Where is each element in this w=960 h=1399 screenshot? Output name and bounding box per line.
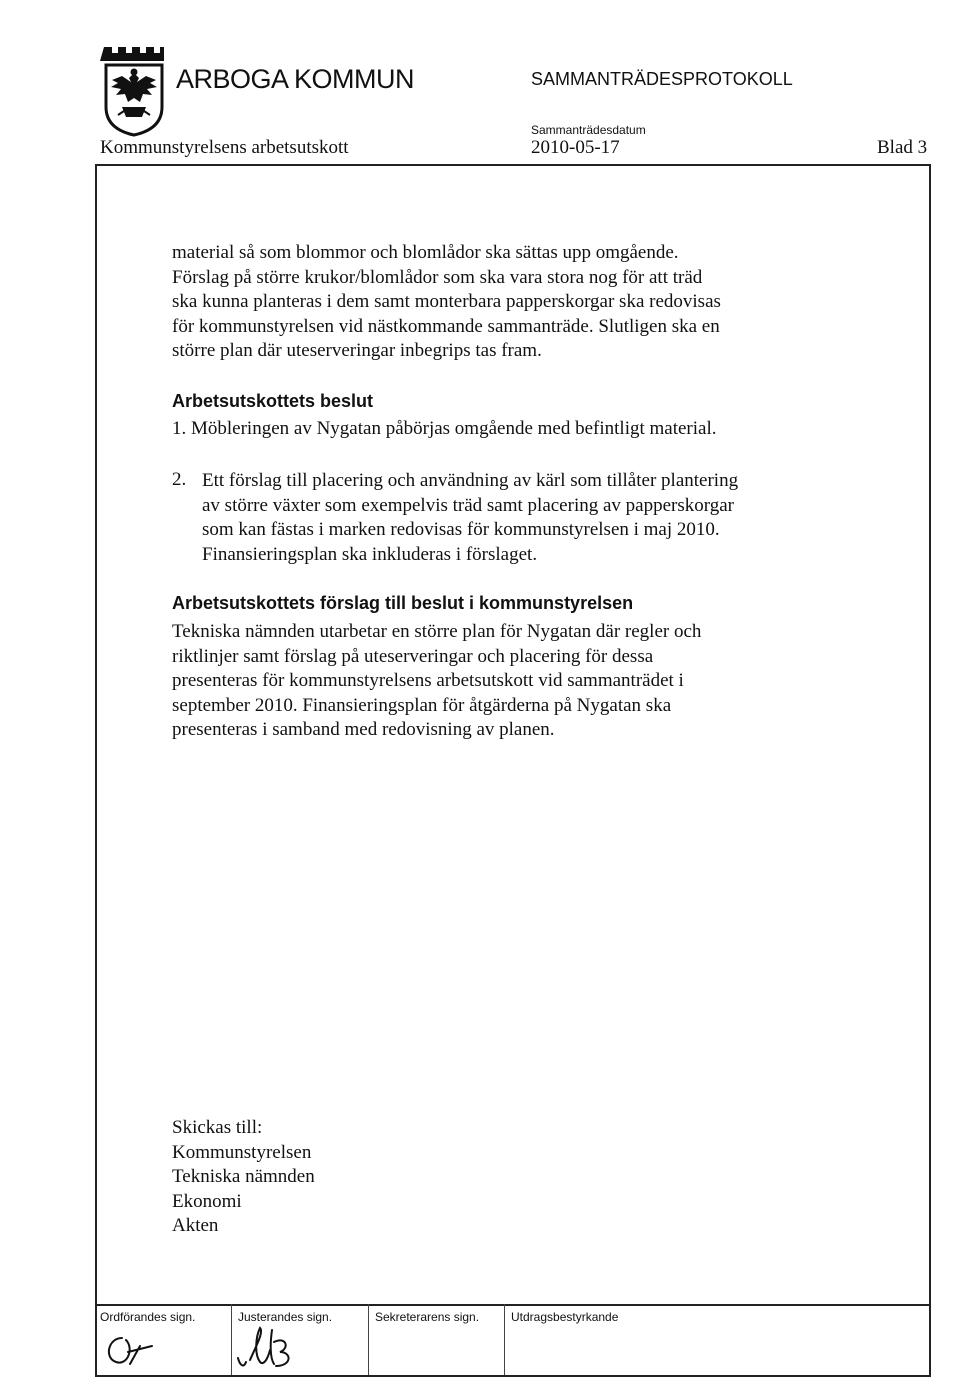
committee-name: Kommunstyrelsens arbetsutskott (100, 137, 349, 158)
secretary-signature-label: Sekreterarens sign. (375, 1310, 480, 1324)
meeting-date: 2010-05-17 (531, 137, 620, 158)
meeting-date-label: Sammanträdesdatum (531, 123, 646, 137)
distribution-list (172, 1116, 315, 1239)
text-line: större plan där uteserveringar inbegrips tas fram. (172, 340, 542, 361)
document-type: SAMMANTRÄDESPROTOKOLL (531, 69, 793, 89)
distribution-heading: Skickas till: (172, 1117, 263, 1138)
decision-heading: Arbetsutskottets beslut (172, 391, 374, 411)
frame-left-border (95, 164, 97, 1377)
decision-item-2 (202, 469, 738, 567)
text-line: Finansieringsplan ska inkluderas i förslaget. (202, 543, 538, 565)
text-line: presenteras i samband med redovisning av planen. (172, 719, 555, 740)
decision-item-1: 1. Möbleringen av Nygatan påbörjas omgående med befintligt material. (172, 418, 717, 439)
intro-paragraph (172, 241, 721, 364)
proposal-heading: Arbetsutskottets förslag till beslut i kommunstyrelsen (172, 593, 634, 613)
certification-label: Utdragsbestyrkande (511, 1310, 619, 1324)
text-line: riktlinjer samt förslag på uteserveringar och placering för dessa (172, 645, 654, 667)
text-line: presenteras för kommunstyrelsens arbetsutskott vid sammanträdet i (172, 670, 684, 691)
text-line: Förslag på större krukor/blomlådor som ska vara stora nog för att träd (172, 266, 703, 288)
chair-signature-label: Ordförandes sign. (100, 1310, 196, 1324)
text-line: Ett förslag till placering och användning av kärl som tillåter plantering (202, 470, 739, 491)
coat-of-arms-logo (100, 45, 168, 137)
text-line: av större växter som exempelvis träd samt placering av papperskorgar (202, 494, 734, 516)
distribution-item: Akten (172, 1215, 219, 1236)
distribution-item: Tekniska nämnden (172, 1166, 315, 1187)
adjuster-signature-label: Justerandes sign. (238, 1310, 333, 1324)
proposal-paragraph (172, 620, 701, 743)
chair-handwritten-initials (100, 1330, 160, 1370)
text-line: material så som blommor och blomlådor ska sättas upp omgående. (172, 242, 679, 263)
page-number: Blad 3 (877, 137, 928, 158)
org-name: ARBOGA KOMMUN (176, 64, 415, 94)
adjuster-handwritten-initials (230, 1322, 300, 1372)
frame-top-border (95, 164, 931, 166)
frame-bottom-border (95, 1375, 931, 1377)
signature-column-divider (368, 1304, 369, 1375)
text-line: för kommunstyrelsen vid nästkommande sammanträde. Slutligen ska en (172, 315, 720, 337)
text-line: Tekniska nämnden utarbetar en större plan för Nygatan där regler och (172, 621, 702, 642)
frame-right-border (929, 164, 931, 1377)
decision-item-2-number: 2. (172, 469, 187, 490)
distribution-item: Kommunstyrelsen (172, 1141, 312, 1163)
distribution-item: Ekonomi (172, 1190, 242, 1212)
signature-divider (95, 1304, 931, 1306)
signature-column-divider (504, 1304, 505, 1375)
text-line: som kan fästas i marken redovisas för kommunstyrelsen i maj 2010. (202, 519, 720, 540)
text-line: september 2010. Finansieringsplan för åtgärderna på Nygatan ska (172, 694, 672, 716)
text-line: ska kunna planteras i dem samt monterbara papperskorgar ska redovisas (172, 291, 721, 312)
